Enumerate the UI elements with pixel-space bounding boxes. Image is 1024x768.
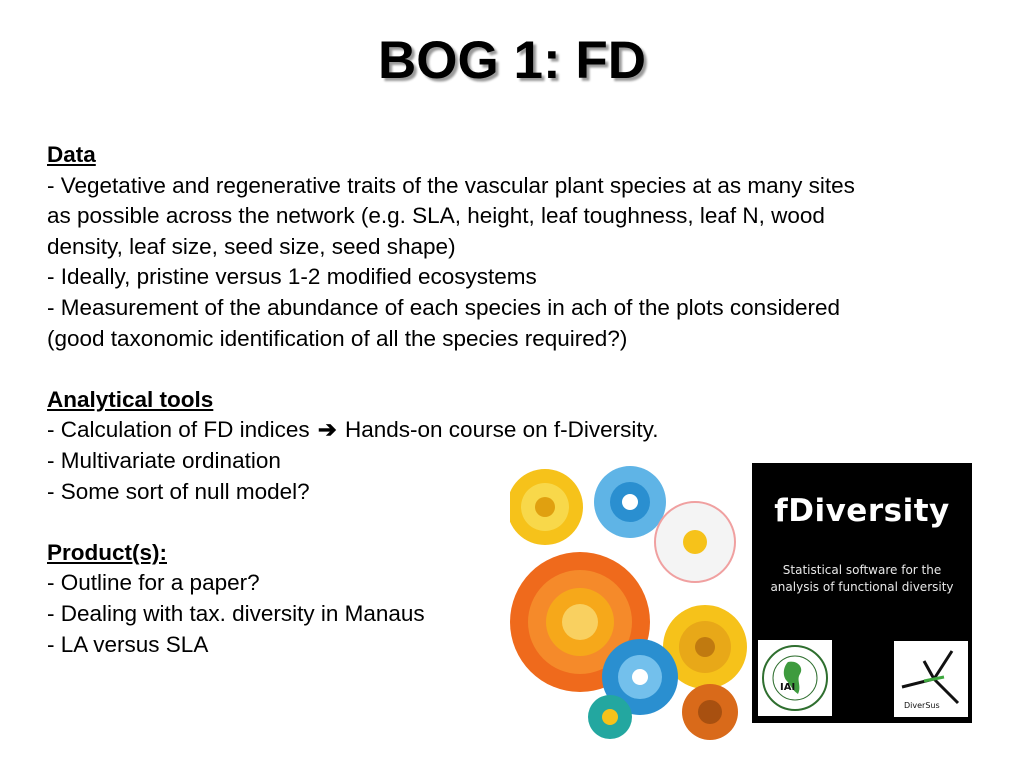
data-line: - Measurement of the abundance of each species in ach of the plots considered [47,294,840,320]
data-line: - Ideally, pristine versus 1-2 modified ecosystems [47,264,537,290]
data-heading: Data [47,142,96,167]
white-flower [655,502,735,582]
slide-title: BOG 1: FD [378,31,646,90]
fd-indices-text: - Calculation of FD indices [47,417,310,443]
fdiversity-logo: fDiversity [774,493,950,529]
analytical-line: - Some sort of null model? [47,478,310,504]
fdiversity-panel [752,463,972,723]
iai-label: IAI [780,682,796,693]
fdiversity-description: Statistical software for the analysis of functional diversity [770,563,954,594]
yellow-flower-top [510,469,583,545]
blue-flower-top [594,466,666,538]
diversus-logo [894,641,968,717]
product-line: - LA versus SLA [47,631,209,657]
analytical-line: - Multivariate ordination [47,447,281,473]
product-line: - Outline for a paper? [47,570,260,596]
data-line: as possible across the network (e.g. SLA, height, leaf toughness, leaf N, wood [47,203,825,229]
data-line: - Vegetative and regenerative traits of the vascular plant species at as many sites [47,172,855,198]
analytical-tools-heading: Analytical tools [47,386,214,412]
data-line: (good taxonomic identification of all the species required?) [47,325,628,351]
analytical-line-fd-indices [47,415,987,446]
spacer [47,354,987,385]
diversus-label: DiverSus [904,701,940,710]
products-heading: Product(s): [47,539,167,565]
product-line: - Dealing with tax. diversity in Manaus [47,600,425,626]
iai-logo [758,640,832,716]
orange-flower-bottom [682,684,738,740]
teal-flower [588,695,632,739]
data-line: density, leaf size, seed size, seed shape) [47,233,456,259]
hands-on-course-text: Hands-on course on f-Diversity. [345,417,659,443]
arrow-right-icon: ➔ [317,417,337,443]
flower-collage-image [510,462,755,740]
